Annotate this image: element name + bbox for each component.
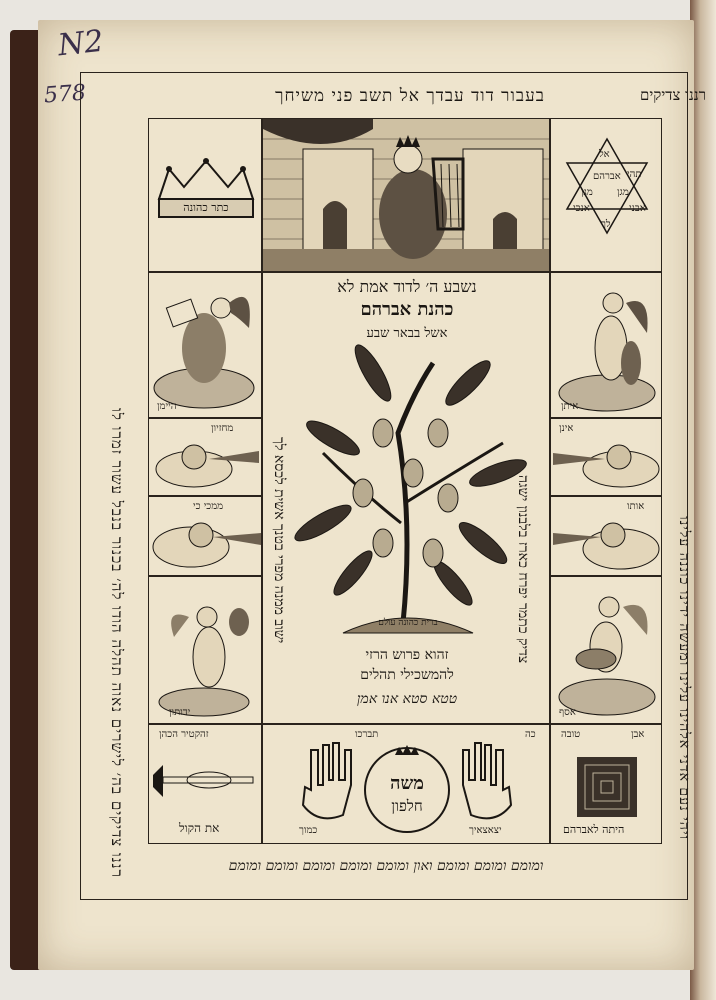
label-wind-right-1: אינן	[559, 423, 574, 434]
cherub-right-panel	[550, 576, 662, 724]
center-bottom-2: להמשכילי תהלים	[360, 667, 454, 683]
angel-with-cello-engraving	[551, 273, 662, 418]
center-line-2: כהנת אברהם	[360, 299, 454, 320]
label-bottom-left-top: זהקטיר הכהן	[159, 729, 209, 740]
label-hands-bottom-right: יצאצאיך	[469, 825, 502, 836]
label-bottom-right-top-2: טובה	[561, 729, 581, 740]
label-angel-left: היימן	[157, 401, 177, 412]
star-word-1: אל	[599, 149, 610, 160]
hexagram-icon	[551, 119, 662, 272]
label-wind-right-2: אותו	[627, 501, 645, 512]
star-word-5: אנכי	[573, 203, 590, 214]
gemstone-panel	[550, 724, 662, 844]
star-word-3: מגן	[581, 187, 593, 198]
star-word-6: לך	[601, 219, 611, 230]
central-tree-panel	[262, 272, 550, 724]
left-column-text: רננו צדיקים בה׳ לישרים נאוה תהלה הודו לה׳ בכנור בנבל עשור זמרו לו	[108, 408, 126, 878]
crown-label: כתר כהונה	[183, 201, 229, 214]
seal-line-1: משה	[390, 773, 424, 794]
wind-right-1-panel	[550, 418, 662, 496]
seal-line-2: חלפון	[391, 797, 423, 815]
cherub-with-cymbals-engraving	[149, 577, 262, 724]
crown-panel	[148, 118, 262, 272]
cloud-wind-face-engraving	[149, 419, 262, 496]
center-bottom-3: טטא סטא אנו אמן	[356, 691, 458, 707]
wind-left-2-panel	[148, 496, 262, 576]
king-david-panel	[262, 118, 550, 272]
right-column-text: ויהי נעם אדני אלהינו עלינו ומעשה ידינו כוננה עלינו	[676, 515, 692, 840]
star-word-7: תהי	[627, 169, 642, 180]
label-bottom-left-bottom: את הקול	[179, 821, 220, 835]
wind-left-1-panel	[148, 418, 262, 496]
top-inscription-right: רננו צדיקים	[640, 86, 707, 104]
angel-left-panel	[148, 272, 262, 418]
label-hands-top-right: כה	[525, 729, 536, 740]
label-wind-left-2: ממכי כי	[193, 501, 224, 512]
cherub-left-panel	[148, 576, 262, 724]
label-cherub-left: ידותון	[169, 707, 191, 718]
star-of-david-panel	[550, 118, 662, 272]
star-word-8: אבני	[629, 203, 646, 214]
label-bottom-right-bottom: היתה לאברהם	[563, 823, 625, 836]
top-inscription: בעבור דוד עבדך אל תשב פני משיחך	[275, 86, 545, 106]
marginal-number-side: 578	[43, 80, 87, 109]
cloud-wind-face-engraving	[551, 497, 662, 576]
angel-right-panel	[550, 272, 662, 418]
star-word-2: אברהם	[593, 171, 621, 182]
label-angel-right: איתן	[561, 401, 579, 412]
marginal-number-top: N2	[56, 23, 106, 64]
center-line-3: אשל בבאר שבע	[366, 326, 448, 341]
label-hands-top-left: תברכו	[355, 729, 379, 740]
center-left-vertical: ישוב ממנה מפרי בטנך אשית לכסא לך	[271, 436, 287, 643]
star-word-4: מגן	[617, 187, 629, 198]
crown-icon	[149, 119, 262, 272]
bottom-inscription: ומומם ומומם ומומם ואון ומומם ומומם ומומם ומומם ומומם	[228, 858, 544, 874]
label-wind-left-1: מחזיון	[211, 423, 234, 434]
king-david-harp-engraving	[263, 119, 550, 272]
center-bottom-1: זהוא פרוש הרזי	[365, 647, 449, 663]
label-bottom-right-top-1: אבן	[631, 729, 645, 740]
trumpet-panel	[148, 724, 262, 844]
cherub-with-drum-engraving	[551, 577, 662, 724]
wind-right-2-panel	[550, 496, 662, 576]
label-cherub-right: אסף	[559, 707, 576, 718]
center-right-vertical: צדיק כתמר יפרח כארז בלבנון ישגה	[515, 474, 531, 663]
angel-with-book-engraving	[149, 273, 262, 418]
priestly-hands-panel	[262, 724, 550, 844]
center-line-1: נשבע ה׳ לדוד אמת לא	[337, 277, 477, 296]
label-hands-bottom-left: כמוך	[299, 825, 318, 836]
mound-label: ברית כהונה עולם	[378, 618, 438, 628]
